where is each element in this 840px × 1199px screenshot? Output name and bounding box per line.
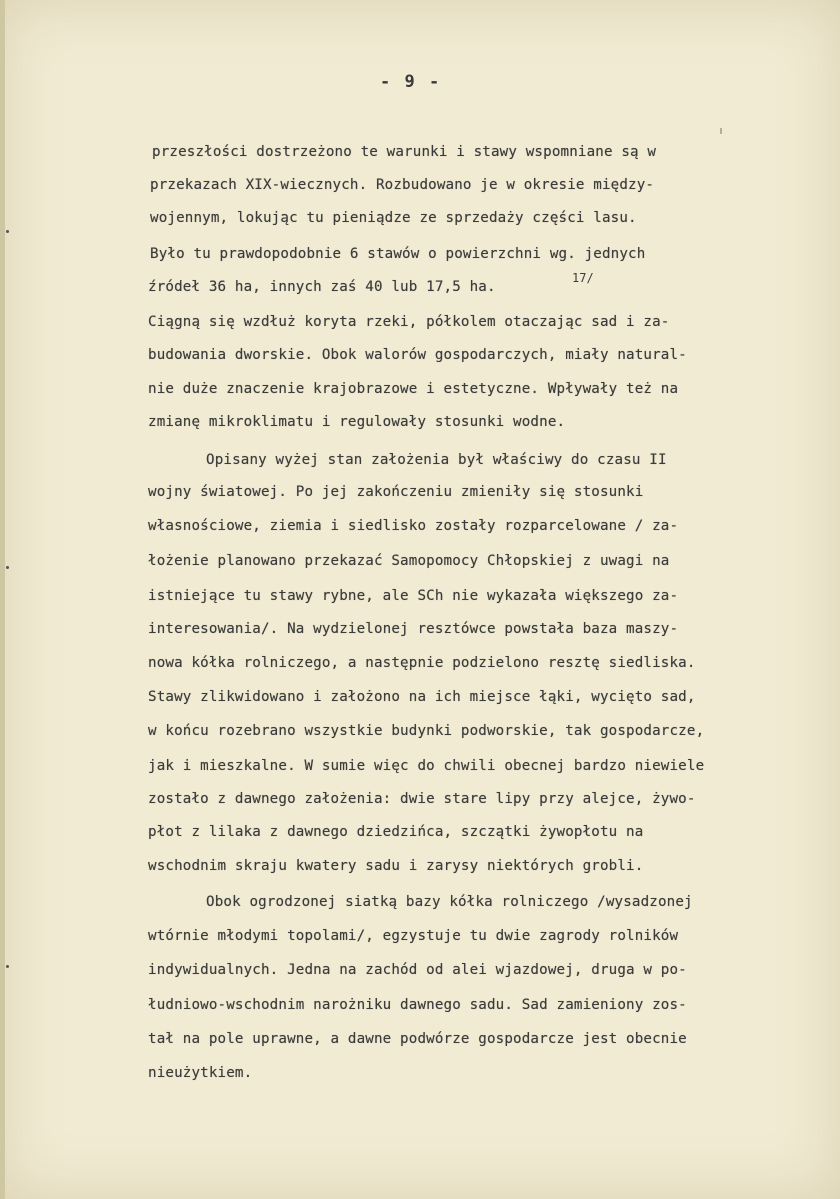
binding-dot bbox=[6, 230, 9, 233]
text-line: przeszłości dostrzeżono te warunki i stawy wspomniane są w bbox=[152, 144, 657, 160]
text-line: wojny światowej. Po jej zakończeniu zmieniły się stosunki bbox=[148, 484, 644, 500]
text-line: indywidualnych. Jedna na zachód od alei wjazdowej, druga w po- bbox=[148, 962, 687, 978]
page-left-edge bbox=[0, 0, 5, 1199]
text-line: płot z lilaka z dawnego dziedzińca, szczątki żywopłotu na bbox=[148, 824, 644, 840]
binding-dot bbox=[6, 965, 9, 968]
text-line: budowania dworskie. Obok walorów gospodarczych, miały natural- bbox=[148, 347, 687, 363]
text-line: zmianę mikroklimatu i regulowały stosunki wodne. bbox=[148, 414, 566, 430]
text-line: łudniowo-wschodnim narożniku dawnego sadu. Sad zamieniony zos- bbox=[148, 997, 687, 1013]
footnote-reference: 17/ bbox=[572, 271, 594, 285]
text-line: wtórnie młodymi topolami/, egzystuje tu dwie zagrody rolników bbox=[148, 928, 679, 944]
text-line: własnościowe, ziemia i siedlisko zostały rozparcelowane / za- bbox=[148, 518, 679, 534]
paper-mark bbox=[720, 128, 722, 134]
text-line: łożenie planowano przekazać Samopomocy Chłopskiej z uwagi na bbox=[148, 553, 670, 569]
text-line: w końcu rozebrano wszystkie budynki podworskie, tak gospodarcze, bbox=[148, 723, 705, 739]
text-line: nowa kółka rolniczego, a następnie podzielono resztę siedliska. bbox=[148, 655, 696, 671]
text-line: przekazach XIX-wiecznych. Rozbudowano je w okresie między- bbox=[150, 177, 655, 193]
text-line: tał na pole uprawne, a dawne podwórze gospodarcze jest obecnie bbox=[148, 1031, 687, 1047]
text-line: Ciągną się wzdłuż koryta rzeki, półkolem otaczając sad i za- bbox=[148, 314, 670, 330]
text-line: jak i mieszkalne. W sumie więc do chwili obecnej bardzo niewiele bbox=[148, 758, 705, 774]
text-line: źródeł 36 ha, innych zaś 40 lub 17,5 ha. bbox=[148, 279, 496, 295]
text-line: Stawy zlikwidowano i założono na ich miejsce łąki, wycięto sad, bbox=[148, 689, 696, 705]
text-line: wojennym, lokując tu pieniądze ze sprzedaży części lasu. bbox=[150, 210, 637, 226]
text-line: interesowania/. Na wydzielonej resztówce powstała baza maszy- bbox=[148, 621, 679, 637]
text-line: nie duże znaczenie krajobrazowe i estetyczne. Wpływały też na bbox=[148, 381, 679, 397]
text-line: nieużytkiem. bbox=[148, 1065, 253, 1081]
text-line: wschodnim skraju kwatery sadu i zarysy niektórych grobli. bbox=[148, 858, 644, 874]
text-line: Opisany wyżej stan założenia był właściwy do czasu II bbox=[206, 452, 667, 468]
binding-dot bbox=[6, 566, 9, 569]
text-line: Obok ogrodzonej siatką bazy kółka rolniczego /wysadzonej bbox=[206, 894, 693, 910]
text-line: Było tu prawdopodobnie 6 stawów o powierzchni wg. jednych bbox=[150, 246, 646, 262]
text-line: zostało z dawnego założenia: dwie stare lipy przy alejce, żywo- bbox=[148, 791, 696, 807]
text-line: istniejące tu stawy rybne, ale SCh nie wykazała większego za- bbox=[148, 588, 679, 604]
page-number: - 9 - bbox=[380, 72, 442, 92]
